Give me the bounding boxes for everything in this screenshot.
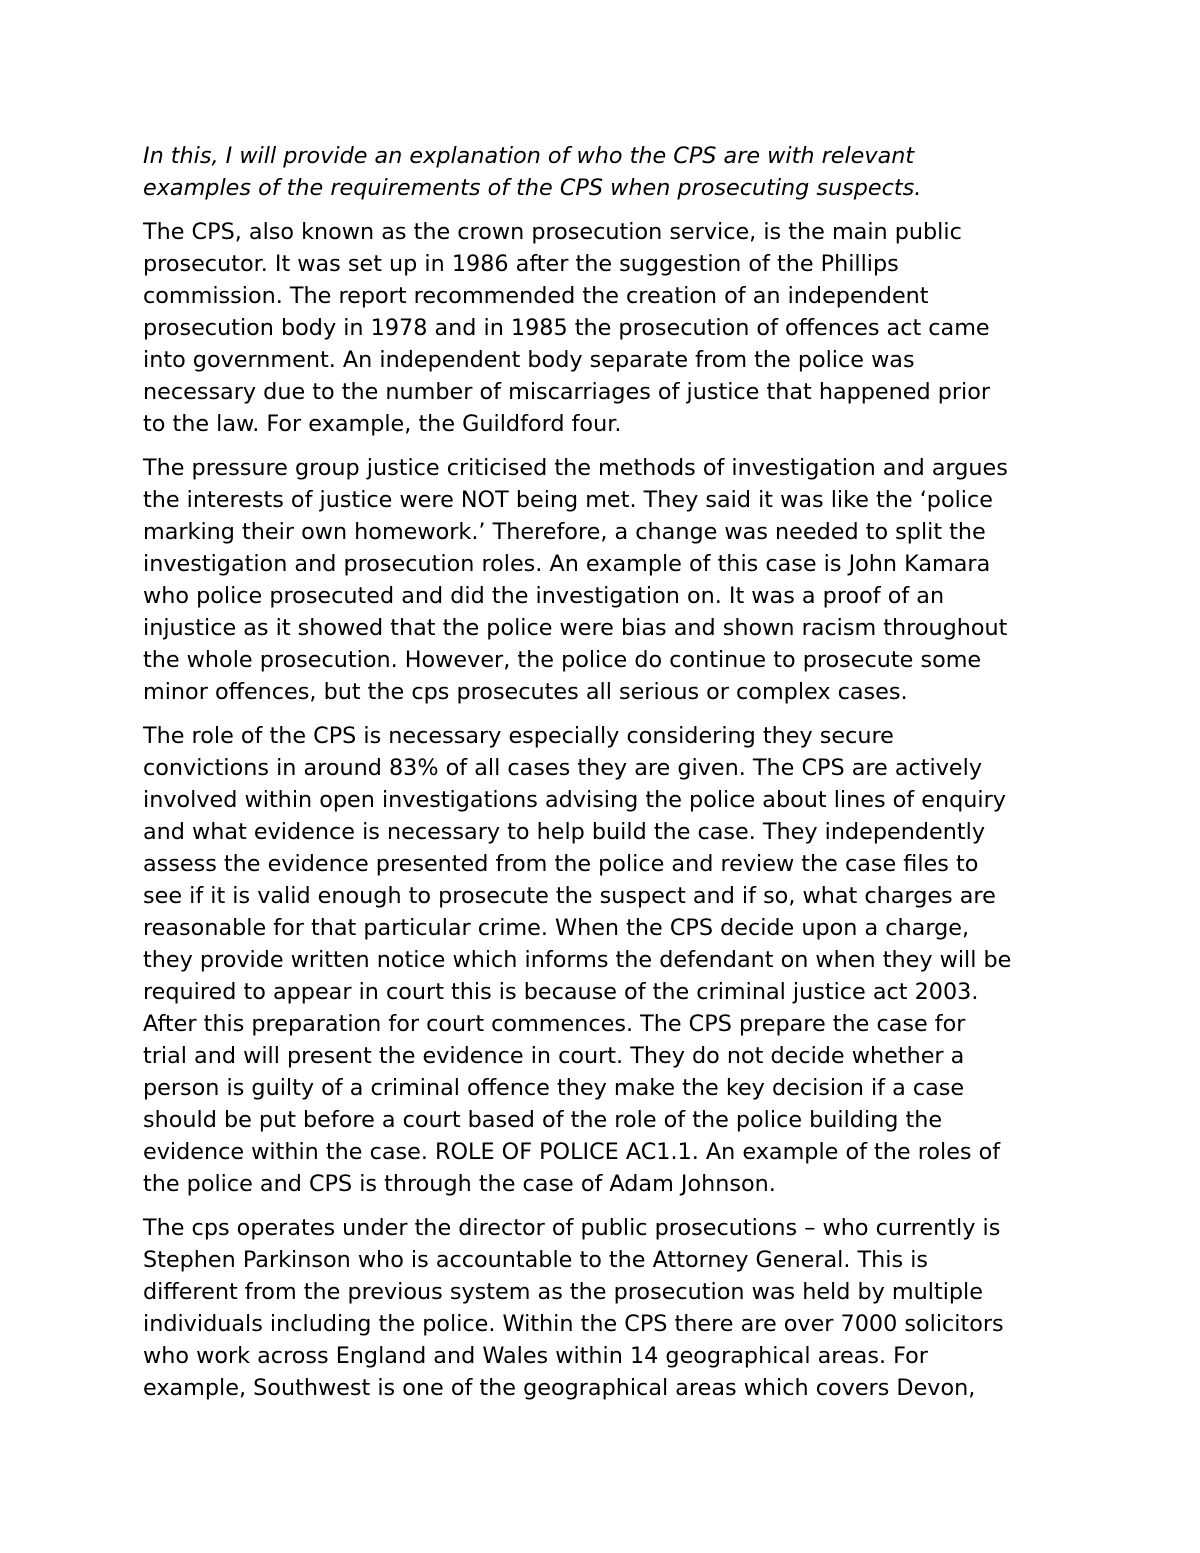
paragraph-cps-overview: The CPS, also known as the crown prosecution service, is the main public prosecutor. It was set up in 1986 after the suggestion of the Phillips commission. The report recommended the creation of an independent prosecution body in 1978 and in 1985 the prosecution of offences act came into government. An independent body separate from the police was necessary due to the number of miscarriages of justice that happened prior to the law. For example, the Guildford four. xyxy=(143,219,991,437)
paragraph-role-of-cps: The role of the CPS is necessary especially considering they secure convictions in around 83% of all cases they are given. The CPS are actively involved within open investigations advising the police about lines of enquiry and what evidence is necessary to help build the case. They independently assess the evidence presented from the police and review the case files to see if it is valid enough to prosecute the suspect and if so, what charges are reasonable for that particular crime. When the CPS decide upon a charge, they provide written notice which informs the defendant on when they will be required to appear in court this is because of the criminal justice act 2003. After this preparation for court commences. The CPS prepare the case for trial and will present the evidence in court. They do not decide whether a person is guilty of a criminal offence they make the key decision if a case should be put before a court based of the role of the police building the evidence within the case. ROLE OF POLICE AC1.1. An example of the roles of the police and CPS is through the case of Adam Johnson. xyxy=(143,723,1012,1197)
paragraph-director-of-public-prosecutions: The cps operates under the director of public prosecutions – who currently is Stephen Parkinson who is accountable to the Attorney General. This is different from the previous system as the prosecution was held by multiple individuals including the police. Within the CPS there are over 7000 solicitors who work across England and Wales within 14 geographical areas. For example, Southwest is one of the geographical areas which covers Devon, xyxy=(143,1215,1004,1401)
paragraph-pressure-group: The pressure group justice criticised the methods of investigation and argues the interests of justice were NOT being met. They said it was like the ‘police marking their own homework.’ Therefore, a change was needed to split the investigation and prosecution roles. An example of this case is John Kamara who police prosecuted and did the investigation on. It was a proof of an injustice as it showed that the police were bias and shown racism throughout the whole prosecution. However, the police do continue to prosecute some minor offences, but the cps prosecutes all serious or complex cases. xyxy=(143,455,1008,705)
document-body xyxy=(143,140,1068,1416)
intro-paragraph: In this, I will provide an explanation of who the CPS are with relevant examples of the requirements of the CPS when prosecuting suspects. xyxy=(143,143,922,201)
